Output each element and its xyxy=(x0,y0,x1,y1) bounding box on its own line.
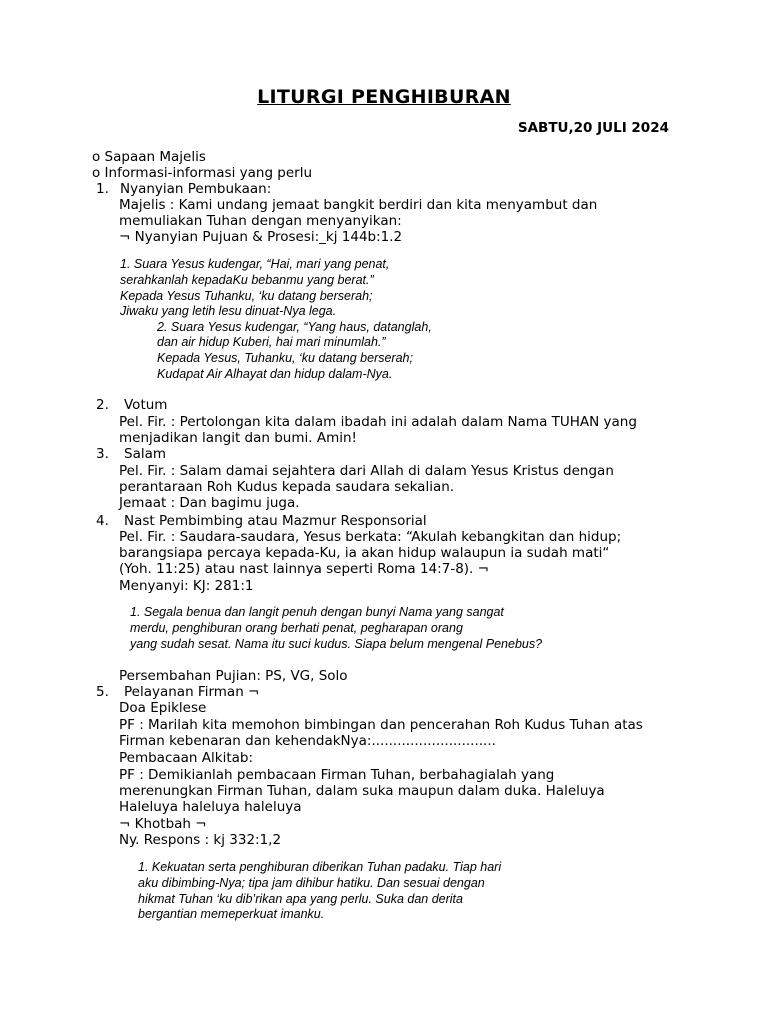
section-number: 4. xyxy=(96,513,109,529)
body-line: ¬ Khotbah ¬ xyxy=(119,816,207,832)
body-line: menjadikan langit dan bumi. Amin! xyxy=(119,430,357,446)
section-title: Salam xyxy=(124,446,167,462)
body-line: Firman kebenaran dan kehendakNya:............................. xyxy=(119,733,496,749)
body-line: memuliakan Tuhan dengan menyanyikan: xyxy=(119,213,402,229)
section-title: Pelayanan Firman ¬ xyxy=(124,684,260,700)
hymn-line: Kepada Yesus, Tuhanku, ‘ku datang berserah; xyxy=(157,351,413,365)
section-2-heading xyxy=(96,397,167,413)
hymn-line: 1. Suara Yesus kudengar, “Hai, mari yang penat, xyxy=(120,257,390,271)
hymn-line: 2. Suara Yesus kudengar, “Yang haus, datanglah, xyxy=(157,320,432,334)
section-5-heading xyxy=(96,684,259,700)
hymn-line: 1. Segala benua dan langit penuh dengan bunyi Nama yang sangat xyxy=(130,605,504,619)
intro-line: o Sapaan Majelis xyxy=(92,149,206,165)
section-title: Votum xyxy=(124,397,168,413)
body-line: barangsiapa percaya kepada-Ku, ia akan hidup walaupun ia sudah mati“ xyxy=(119,545,610,561)
section-number: 3. xyxy=(96,446,109,462)
body-line: PF : Marilah kita memohon bimbingan dan pencerahan Roh Kudus Tuhan atas xyxy=(119,717,643,733)
document-date: SABTU,20 JULI 2024 xyxy=(517,120,669,136)
section-4-heading xyxy=(96,513,427,529)
hymn-line: dan air hidup Kuberi, hai mari minumlah.” xyxy=(157,335,386,349)
intro-line: o Informasi-informasi yang perlu xyxy=(92,165,313,181)
hymn-line: merdu, penghiburan orang berhati penat, pegharapan orang xyxy=(130,621,463,635)
section-number: 1. xyxy=(96,181,109,197)
body-line: Haleluya haleluya haleluya xyxy=(119,799,302,815)
hymn-line: Kepada Yesus Tuhanku, ‘ku datang berserah; xyxy=(120,289,373,303)
body-line: Persembahan Pujian: PS, VG, Solo xyxy=(119,668,348,684)
hymn-line: bergantian memeperkuat imanku. xyxy=(138,907,325,921)
hymn-line: 1. Kekuatan serta penghiburan diberikan Tuhan padaku. Tiap hari xyxy=(138,860,502,874)
body-line: ¬ Nyanyian Pujuan & Prosesi:_kj 144b:1.2 xyxy=(119,229,403,245)
body-line: Menyanyi: KJ: 281:1 xyxy=(119,578,254,594)
body-line: PF : Demikianlah pembacaan Firman Tuhan, berbahagialah yang xyxy=(119,767,555,783)
body-line: merenungkan Firman Tuhan, dalam suka maupun dalam duka. Haleluya xyxy=(119,783,605,799)
body-line: (Yoh. 11:25) atau nast lainnya seperti Roma 14:7-8). ¬ xyxy=(119,561,489,577)
section-title: Nast Pembimbing atau Mazmur Responsorial xyxy=(124,513,427,529)
hymn-line: hikmat Tuhan ‘ku dib’rikan apa yang perlu. Suka dan derita xyxy=(138,892,463,906)
hymn-line: Kudapat Air Alhayat dan hidup dalam-Nya. xyxy=(157,367,393,381)
section-number: 2. xyxy=(96,397,109,413)
section-3-heading xyxy=(96,446,166,462)
body-line: perantaraan Roh Kudus kepada saudara sekalian. xyxy=(119,479,455,495)
section-number: 5. xyxy=(96,684,109,700)
body-line: Ny. Respons : kj 332:1,2 xyxy=(119,832,282,848)
hymn-line: serahkanlah kepadaKu bebanmu yang berat.” xyxy=(120,273,374,287)
body-line: Pel. Fir. : Salam damai sejahtera dari Allah di dalam Yesus Kristus dengan xyxy=(119,463,614,479)
hymn-line: yang sudah sesat. Nama itu suci kudus. Siapa belum mengenal Penebus? xyxy=(130,637,543,651)
body-line: Majelis : Kami undang jemaat bangkit berdiri dan kita menyambut dan xyxy=(119,197,598,213)
hymn-line: aku dibimbing-Nya; tipa jam dihibur hatiku. Dan sesuai dengan xyxy=(138,876,485,890)
hymn-line: Jiwaku yang letih lesu dinuat-Nya lega. xyxy=(120,304,337,318)
section-1-heading xyxy=(96,181,271,197)
document-title: LITURGI PENGHIBURAN xyxy=(257,86,511,108)
section-title: Nyanyian Pembukaan: xyxy=(120,181,272,197)
body-line: Pembacaan Alkitab: xyxy=(119,750,254,766)
body-line: Doa Epiklese xyxy=(119,700,207,716)
body-line: Jemaat : Dan bagimu juga. xyxy=(119,495,300,511)
body-line: Pel. Fir. : Saudara-saudara, Yesus berkata: “Akulah kebangkitan dan hidup; xyxy=(119,529,622,545)
body-line: Pel. Fir. : Pertolongan kita dalam ibadah ini adalah dalam Nama TUHAN yang xyxy=(119,414,637,430)
